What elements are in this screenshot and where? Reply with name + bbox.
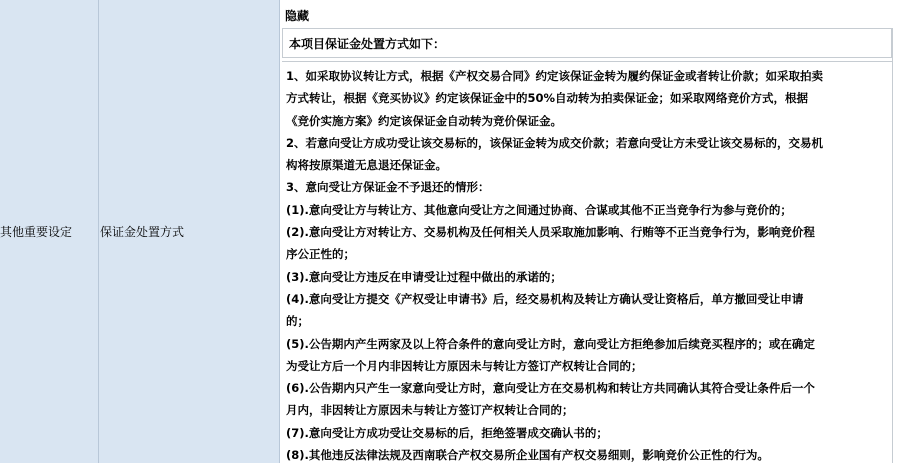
field-name-cell — [99, 0, 280, 463]
right-border — [892, 28, 893, 463]
rule-line: (6).公告期内只产生一家意向受让方时，意向受让方在交易机构和转让方共同确认其符合受让条件后一个 — [286, 381, 815, 396]
rules-row — [282, 61, 892, 463]
rule-line: 序公正性的； — [286, 247, 355, 262]
intro-row — [282, 28, 892, 58]
rule-line: (4).意向受让方提交《产权受让申请书》后，经交易机构及转让方确认受让资格后，单方撤回受让申请 — [286, 291, 804, 306]
rule-line: (2).意向受让方对转让方、交易机构及任何相关人员采取施加影响、行贿等不正当竞争行为，影响竞价程 — [286, 225, 815, 240]
rule-line: 3、意向受让方保证金不予退还的情形： — [286, 180, 490, 195]
rule-line: 的； — [286, 314, 309, 329]
rules-text — [286, 65, 890, 466]
rule-line: 2、若意向受让方成功受让该交易标的，该保证金转为成交价款；若意向受让方未受让该交易标的，交易机 — [286, 135, 823, 150]
rule-line: 月内，非因转让方原因未与转让方签订产权转让合同的； — [286, 403, 574, 418]
rule-line: (3).意向受让方违反在申请受让过程中做出的承诺的； — [286, 269, 562, 284]
rule-line: (1).意向受让方与转让方、其他意向受让方之间通过协商、合谋或其他不正当竞争行为参与竞价的； — [286, 202, 792, 217]
rule-line: 为受让方后一个月内非因转让方原因未与转让方签订产权转让合同的； — [286, 358, 643, 373]
rule-line: 方式转让，根据《竞买协议》约定该保证金中的50%自动转为拍卖保证金；如采取网络竞价方式，根据 — [286, 91, 809, 106]
intro-text: 本项目保证金处置方式如下： — [289, 37, 446, 51]
category-cell — [0, 0, 99, 463]
field-value-cell — [280, 0, 899, 463]
rule-line: (7).意向受让方成功受让交易标的后，拒绝签署成交确认书的； — [286, 425, 608, 440]
hidden-label: 隐藏 — [285, 9, 310, 23]
category-label: 其他重要设定 — [0, 224, 73, 239]
rule-line: (5).公告期内产生两家及以上符合条件的意向受让方时，意向受让方拒绝参加后续竞买程序的；或在确定 — [286, 336, 815, 351]
rule-line: 《竞价实施方案》约定该保证金自动转为竞价保证金。 — [286, 113, 562, 128]
rule-line: 1、如采取协议转让方式，根据《产权交易合同》约定该保证金转为履约保证金或者转让价款；如采取拍卖 — [286, 69, 823, 83]
rule-line: 构将按原渠道无息退还保证金。 — [286, 158, 447, 173]
rule-line: (8).其他违反法律法规及西南联合产权交易所企业国有产权交易细则，影响竞价公正性的行为。 — [286, 448, 769, 463]
field-name-label: 保证金处置方式 — [100, 224, 185, 239]
